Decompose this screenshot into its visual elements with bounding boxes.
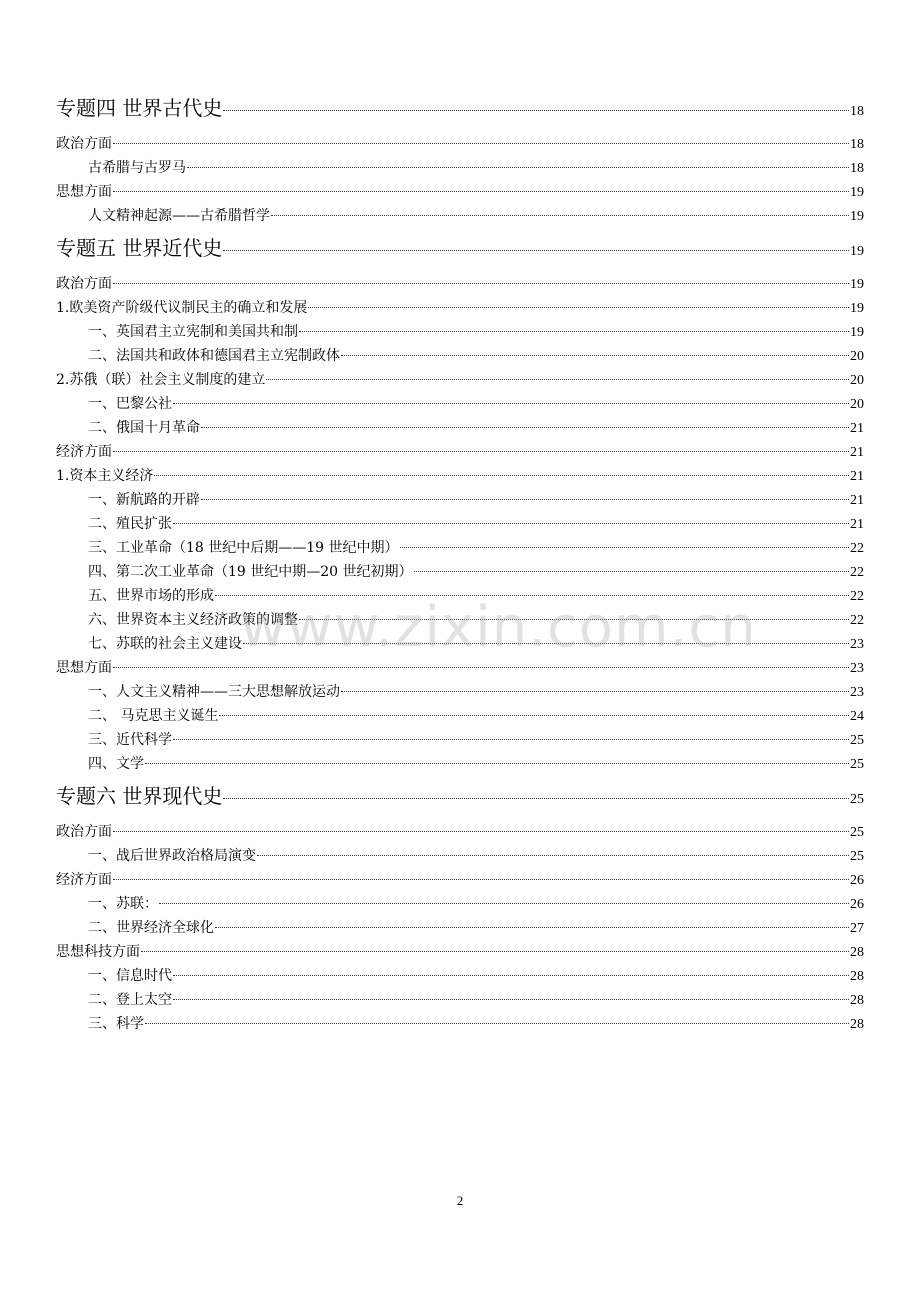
toc-entry[interactable] (56, 964, 864, 988)
toc-entry-title: 一、巴黎公社 (88, 396, 172, 412)
toc-entry-title: 七、苏联的社会主义建设 (88, 636, 242, 652)
toc-entry[interactable] (56, 512, 864, 536)
toc-entry[interactable] (56, 440, 864, 464)
toc-entry[interactable] (56, 916, 864, 940)
dot-leader (215, 927, 849, 928)
toc-entry-title: 二、俄国十月革命 (88, 420, 200, 436)
toc-entry[interactable] (56, 180, 864, 204)
toc-page-number: 18 (850, 161, 864, 176)
toc-section-heading[interactable] (56, 780, 864, 820)
toc-entry-title: 三、科学 (88, 1016, 144, 1032)
dot-leader (113, 283, 849, 284)
dot-leader (113, 451, 849, 452)
dot-leader (173, 739, 849, 740)
toc-entry-title: 专题六 世界现代史 (56, 784, 223, 808)
toc-entry-title: 一、人文主义精神——三大思想解放运动 (88, 684, 340, 700)
toc-page-number: 28 (850, 1017, 864, 1032)
toc-entry-title: 二、登上太空 (88, 992, 172, 1008)
dot-leader (141, 951, 849, 952)
toc-entry-title: 一、新航路的开辟 (88, 492, 200, 508)
dot-leader (400, 547, 849, 548)
toc-page-number: 19 (850, 301, 864, 316)
toc-entry-title: 二、殖民扩张 (88, 516, 172, 532)
toc-page-number: 21 (850, 469, 864, 484)
dot-leader (341, 355, 849, 356)
toc-entry-title: 五、世界市场的形成 (88, 588, 214, 604)
toc-page-number: 20 (850, 373, 864, 388)
toc-entry[interactable] (56, 728, 864, 752)
toc-page-number: 19 (850, 185, 864, 200)
toc-entry-title: 古希腊与古罗马 (88, 160, 186, 176)
toc-entry-title: 专题四 世界古代史 (56, 96, 223, 120)
toc-page-number: 25 (850, 792, 864, 807)
toc-entry-title: 经济方面 (56, 872, 112, 888)
dot-leader (187, 167, 849, 168)
toc-entry[interactable] (56, 988, 864, 1012)
dot-leader (223, 250, 849, 251)
dot-leader (113, 831, 849, 832)
toc-entry-title: 二、 马克思主义诞生 (88, 708, 219, 724)
toc-page-number: 22 (850, 589, 864, 604)
dot-leader (243, 643, 849, 644)
toc-entry[interactable] (56, 584, 864, 608)
page-number: 2 (456, 1193, 464, 1208)
dot-leader (173, 999, 849, 1000)
toc-page-number: 19 (850, 209, 864, 224)
toc-entry[interactable] (56, 560, 864, 584)
dot-leader (113, 191, 849, 192)
toc-page-number: 21 (850, 493, 864, 508)
toc-entry-title: 1.资本主义经济 (56, 468, 154, 484)
dot-leader (201, 427, 849, 428)
toc-entry[interactable] (56, 844, 864, 868)
toc-page-number: 28 (850, 993, 864, 1008)
dot-leader (201, 499, 849, 500)
toc-page-number: 25 (850, 849, 864, 864)
toc-entry[interactable] (56, 656, 864, 680)
toc-entry[interactable] (56, 632, 864, 656)
toc-page-number: 21 (850, 445, 864, 460)
toc-page-number: 18 (850, 137, 864, 152)
toc-entry[interactable] (56, 704, 864, 728)
toc-entry-title: 政治方面 (56, 824, 112, 840)
dot-leader (299, 331, 849, 332)
dot-leader (173, 975, 849, 976)
toc-page-number: 25 (850, 757, 864, 772)
dot-leader (219, 715, 849, 716)
toc-page-number: 22 (850, 565, 864, 580)
dot-leader (173, 403, 849, 404)
toc-entry[interactable] (56, 464, 864, 488)
toc-entry[interactable] (56, 820, 864, 844)
toc-entry-title: 1.欧美资产阶级代议制民主的确立和发展 (56, 300, 308, 316)
toc-section-heading[interactable] (56, 92, 864, 132)
dot-leader (159, 903, 849, 904)
toc-entry[interactable] (56, 868, 864, 892)
dot-leader (145, 763, 849, 764)
toc-entry-title: 二、法国共和政体和德国君主立宪制政体 (88, 348, 340, 364)
toc-entry[interactable] (56, 1012, 864, 1036)
toc-entry-title: 一、信息时代 (88, 968, 172, 984)
toc-page-number: 23 (850, 637, 864, 652)
dot-leader (271, 215, 849, 216)
table-of-contents (56, 92, 864, 1036)
toc-page-number: 24 (850, 709, 864, 724)
toc-page-number: 20 (850, 349, 864, 364)
dot-leader (173, 523, 849, 524)
toc-entry-title: 思想方面 (56, 184, 112, 200)
toc-entry-title: 经济方面 (56, 444, 112, 460)
toc-entry[interactable] (56, 156, 864, 180)
toc-page-number: 23 (850, 685, 864, 700)
toc-page-number: 21 (850, 421, 864, 436)
toc-entry-title: 三、近代科学 (88, 732, 172, 748)
toc-entry-title: 一、战后世界政治格局演变 (88, 848, 256, 864)
toc-entry-title: 六、世界资本主义经济政策的调整 (88, 612, 298, 628)
toc-entry[interactable] (56, 752, 864, 776)
toc-entry[interactable] (56, 488, 864, 512)
toc-page-number: 23 (850, 661, 864, 676)
watermark: www.zixin.com.cn (240, 595, 757, 660)
toc-entry-title: 政治方面 (56, 276, 112, 292)
toc-section-heading[interactable] (56, 232, 864, 272)
toc-page-number: 26 (850, 897, 864, 912)
toc-entry-title: 四、文学 (88, 756, 144, 772)
dot-leader (299, 619, 849, 620)
toc-entry-title: 政治方面 (56, 136, 112, 152)
dot-leader (145, 1023, 849, 1024)
toc-entry-title: 二、世界经济全球化 (88, 920, 214, 936)
toc-page-number: 26 (850, 873, 864, 888)
toc-entry[interactable] (56, 680, 864, 704)
toc-entry-title: 人文精神起源——古希腊哲学 (88, 208, 270, 224)
toc-page-number: 21 (850, 517, 864, 532)
toc-entry[interactable] (56, 132, 864, 156)
dot-leader (223, 110, 849, 111)
toc-entry-title: 一、英国君主立宪制和美国共和制 (88, 324, 298, 340)
toc-page-number: 20 (850, 397, 864, 412)
toc-page-number: 27 (850, 921, 864, 936)
toc-entry[interactable] (56, 344, 864, 368)
toc-page-number: 22 (850, 541, 864, 556)
toc-page-number: 22 (850, 613, 864, 628)
toc-entry-title: 三、工业革命（18 世纪中后期——19 世纪中期） (88, 540, 399, 556)
dot-leader (257, 855, 849, 856)
toc-entry[interactable] (56, 536, 864, 560)
dot-leader (215, 595, 849, 596)
toc-entry[interactable] (56, 608, 864, 632)
toc-page-number: 19 (850, 277, 864, 292)
dot-leader (308, 307, 849, 308)
toc-entry[interactable] (56, 296, 864, 320)
toc-entry-title: 专题五 世界近代史 (56, 236, 223, 260)
toc-page-number: 18 (850, 104, 864, 119)
toc-entry[interactable] (56, 320, 864, 344)
dot-leader (266, 379, 849, 380)
toc-page-number: 25 (850, 825, 864, 840)
toc-entry-title: 思想方面 (56, 660, 112, 676)
toc-entry[interactable] (56, 392, 864, 416)
toc-page-number: 28 (850, 945, 864, 960)
toc-entry[interactable] (56, 416, 864, 440)
toc-entry[interactable] (56, 892, 864, 916)
toc-entry[interactable] (56, 272, 864, 296)
toc-entry-title: 一、苏联： (88, 896, 158, 912)
dot-leader (154, 475, 849, 476)
toc-entry[interactable] (56, 940, 864, 964)
dot-leader (113, 143, 849, 144)
dot-leader (113, 667, 849, 668)
toc-entry-title: 四、第二次工业革命（19 世纪中期—20 世纪初期） (88, 564, 413, 580)
toc-entry[interactable] (56, 368, 864, 392)
toc-page-number: 25 (850, 733, 864, 748)
toc-entry-title: 2.苏俄（联）社会主义制度的建立 (56, 372, 266, 388)
toc-page-number: 19 (850, 244, 864, 259)
toc-page-number: 19 (850, 325, 864, 340)
toc-entry-title: 思想科技方面 (56, 944, 140, 960)
dot-leader (414, 571, 849, 572)
dot-leader (341, 691, 849, 692)
dot-leader (113, 879, 849, 880)
toc-entry[interactable] (56, 204, 864, 228)
toc-page-number: 28 (850, 969, 864, 984)
dot-leader (223, 798, 849, 799)
